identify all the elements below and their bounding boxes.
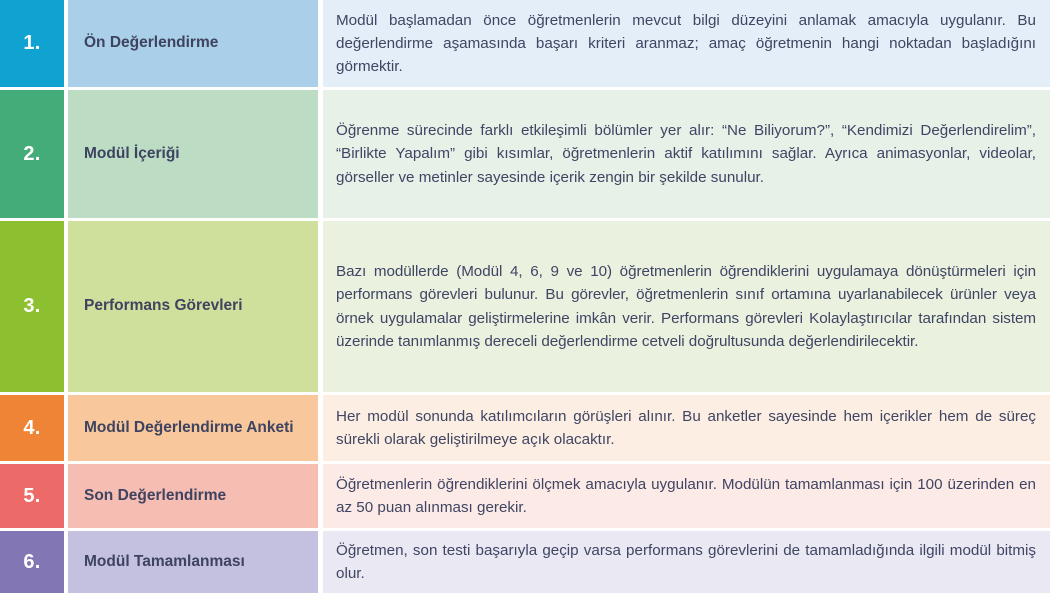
row-description-cell — [323, 0, 1050, 87]
row-number-cell — [0, 90, 64, 217]
row-stage-label: Modül İçeriği — [84, 144, 180, 162]
row-number-cell — [0, 0, 64, 87]
table-row — [0, 90, 1050, 217]
row-number-label: 4. — [23, 416, 41, 439]
row-stage-cell — [68, 0, 318, 87]
table-row — [0, 531, 1050, 593]
row-number-label: 6. — [23, 550, 41, 573]
row-description-text: Öğrenme sürecinde farklı etkileşimli bölümler yer alır: “Ne Biliyorum?”, “Kendimizi Değerlendirelim”, “Birlikte Yapalım” gibi kısımlar, öğretmenlerin aktif katılımını sağlar. Ayrıca animasyonlar, videolar, görseller ve metinler sayesinde içerik zengin bir şekilde sunulur. — [336, 122, 1036, 186]
row-stage-cell — [68, 90, 318, 217]
row-description-cell — [323, 531, 1050, 593]
row-number-label: 3. — [23, 295, 41, 317]
row-description-text: Modül başlamadan önce öğretmenlerin mevcut bilgi düzeyini anlamak amacıyla uygulanır. Bu değerlendirme aşamasında başarı kriteri aranmaz; amaç öğretmenin hangi noktadan başladığını görmektir. — [336, 12, 1036, 76]
row-number-label: 2. — [23, 142, 41, 165]
row-description-cell — [323, 90, 1050, 217]
row-number-cell — [0, 464, 64, 528]
table-row — [0, 464, 1050, 528]
row-number-cell — [0, 395, 64, 461]
row-stage-label: Modül Tamamlanması — [84, 552, 245, 570]
row-stage-label: Performans Görevleri — [84, 297, 243, 315]
row-stage-cell — [68, 221, 318, 393]
row-number-label: 1. — [23, 32, 41, 55]
row-description-cell — [323, 395, 1050, 461]
table-row — [0, 0, 1050, 87]
row-description-text: Öğretmenlerin öğrendiklerini ölçmek amacıyla uygulanır. Modülün tamamlanması için 100 üzerinden en az 50 puan alınması gerekir. — [336, 475, 1036, 516]
row-stage-cell — [68, 395, 318, 461]
row-description-text: Öğretmen, son testi başarıyla geçip varsa performans görevlerini de tamamladığında ilgili modül bitmiş olur. — [336, 541, 1036, 582]
row-description-text: Her modül sonunda katılımcıların görüşleri alınır. Bu anketler sayesinde hem içerikler hem de süreç sürekli olarak geliştirilmeye açık olacaktır. — [336, 408, 1036, 449]
row-stage-cell — [68, 464, 318, 528]
row-number-cell — [0, 531, 64, 593]
row-number-label: 5. — [23, 484, 41, 507]
table-row — [0, 221, 1050, 393]
row-stage-cell — [68, 531, 318, 593]
row-stage-label: Ön Değerlendirme — [84, 34, 219, 52]
table-row — [0, 395, 1050, 461]
row-number-cell — [0, 221, 64, 393]
row-stage-label: Modül Değerlendirme Anketi — [84, 418, 294, 436]
row-description-text: Bazı modüllerde (Modül 4, 6, 9 ve 10) öğretmenlerin öğrendiklerini uygulamaya dönüştürmeleri için performans görevleri bulunur. Bu görevler, öğretmenlerin sınıf ortamına uyarlanabilecek ürünler veya örnek uygulamalar geliştirmelerine imkân verir. Performans görevleri Kolaylaştırıcılar tarafından sistem üzerinde tanımlanmış dereceli değerlendirme cetveli doğrultusunda değerlendirilecektir. — [336, 263, 1036, 350]
row-description-cell — [323, 464, 1050, 528]
row-stage-label: Son Değerlendirme — [84, 486, 227, 504]
row-description-cell — [323, 221, 1050, 393]
